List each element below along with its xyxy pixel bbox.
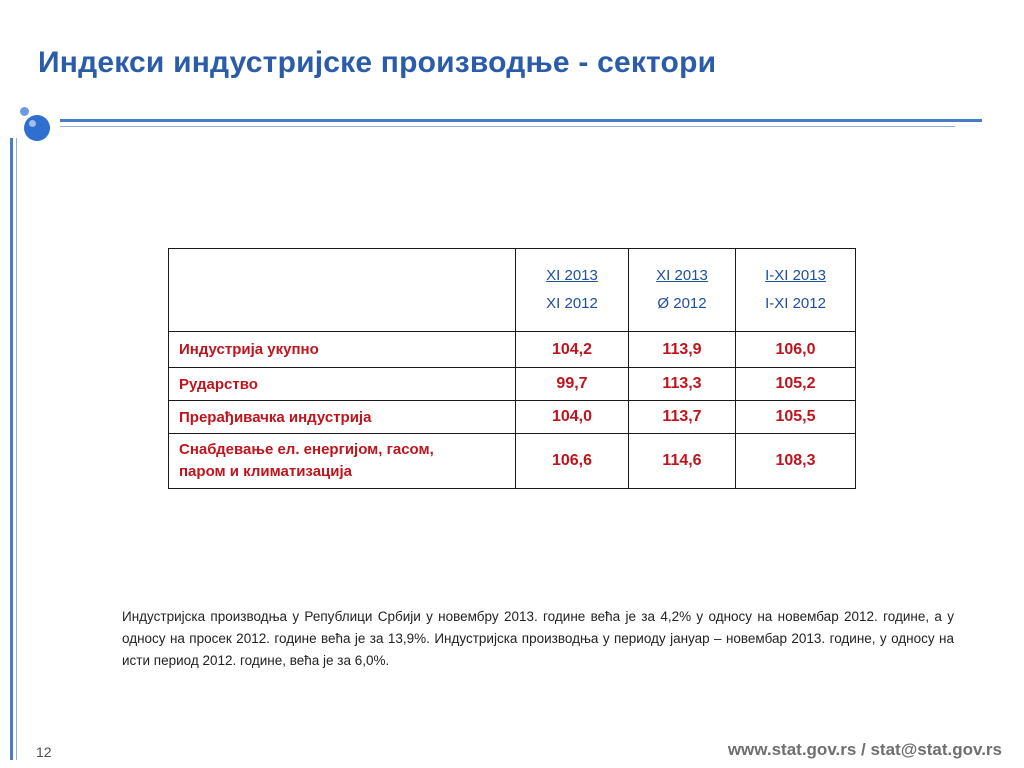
row-label-line: паром и климатизација (179, 463, 352, 480)
table-row (169, 401, 856, 434)
table-cell: 104,2 (516, 332, 629, 368)
row-label: Прерађивачка индустрија (169, 401, 516, 434)
column-header-bottom: I-XI 2012 (765, 295, 826, 312)
table-row (169, 332, 856, 368)
row-label: Индустрија укупно (169, 332, 516, 368)
row-label (169, 434, 516, 489)
sector-index-table (168, 248, 856, 489)
table-cell: 113,9 (629, 332, 736, 368)
table-cell: 108,3 (736, 434, 856, 489)
column-header (736, 249, 856, 332)
table-cell: 99,7 (516, 368, 629, 401)
column-header-top: XI 2013 (656, 267, 708, 284)
decorative-dot-small (20, 107, 29, 116)
table-cell: 113,3 (629, 368, 736, 401)
summary-paragraph: Индустријска производња у Републици Србији у новембру 2013. године већа је за 4,2% у односу на новембар 2012. године, а у односу на просек 2012. године већа је за 13,9%. Индустријска производња у периоду јануар – новембар 2013. године, у односу на исти период 2012. године, већа је за 6,0%. (122, 609, 954, 668)
footer-contact: www.stat.gov.rs / stat@stat.gov.rs (727, 740, 1002, 759)
side-rule-thin (16, 138, 17, 760)
table-row (169, 434, 856, 489)
row-label: Рударство (169, 368, 516, 401)
side-rule (10, 138, 13, 760)
table-row (169, 368, 856, 401)
page-number: 12 (36, 744, 52, 760)
decorative-dot-large (24, 115, 50, 141)
header-rule (60, 119, 982, 122)
column-header-bottom: XI 2012 (546, 295, 598, 312)
table-cell: 106,0 (736, 332, 856, 368)
table-cell: 113,7 (629, 401, 736, 434)
table-cell: 104,0 (516, 401, 629, 434)
column-header (629, 249, 736, 332)
column-header-top: I-XI 2013 (765, 267, 826, 284)
slide-title: Индекси индустријске производње - сектори (38, 46, 717, 79)
column-header (516, 249, 629, 332)
table-cell: 114,6 (629, 434, 736, 489)
header-rule-thin (60, 126, 955, 127)
table-cell: 105,2 (736, 368, 856, 401)
table-header-row (169, 249, 856, 332)
table-header-empty (169, 249, 516, 332)
table-cell: 105,5 (736, 401, 856, 434)
table-cell: 106,6 (516, 434, 629, 489)
row-label-line: Снабдевање ел. енергијом, гасом, (179, 441, 434, 458)
column-header-top: XI 2013 (546, 267, 598, 284)
column-header-bottom: Ø 2012 (657, 295, 707, 312)
